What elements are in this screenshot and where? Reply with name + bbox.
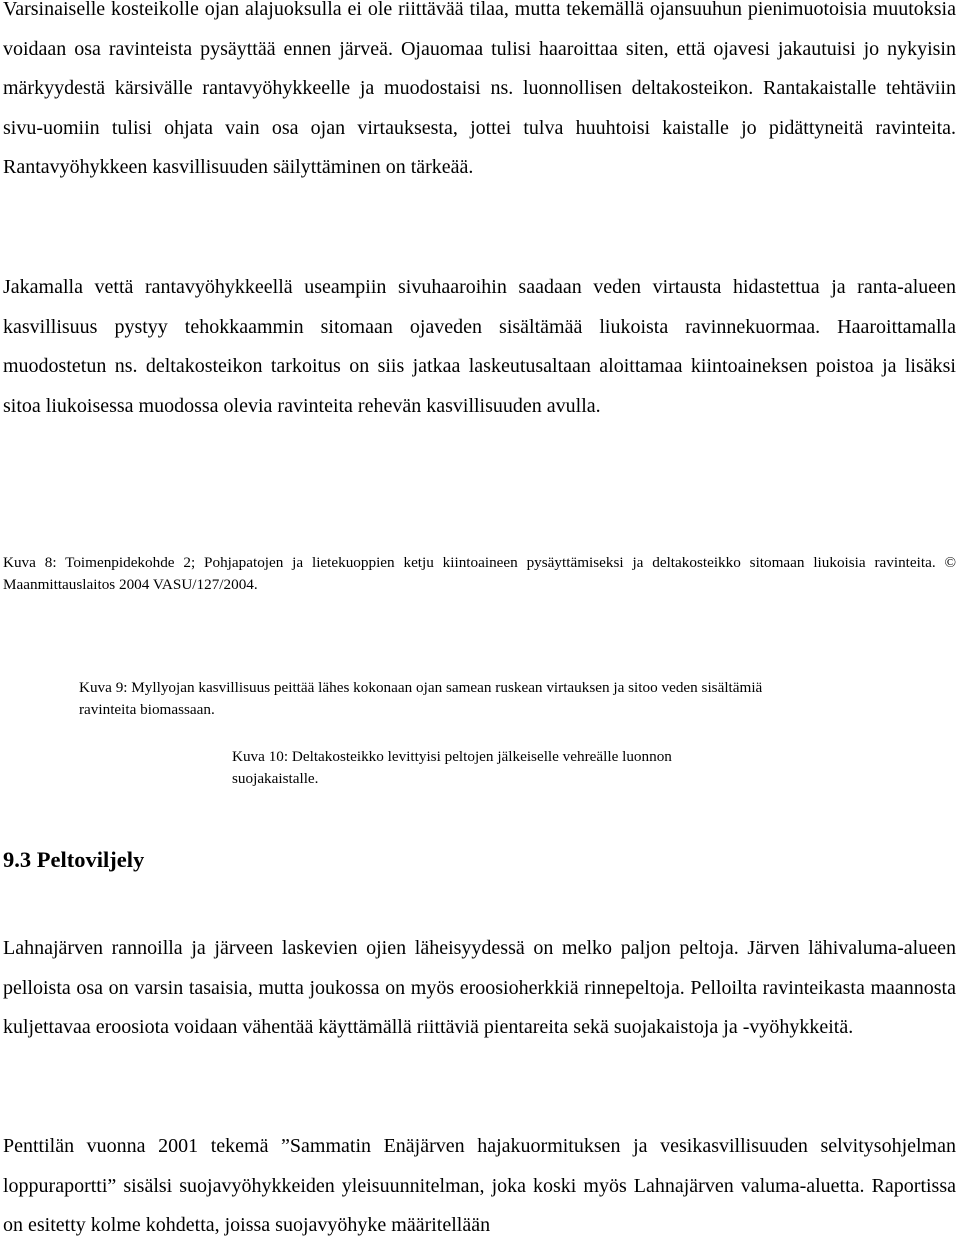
figure-caption-8: Kuva 8: Toimenpidekohde 2; Pohjapatojen ja lietekuoppien ketju kiintoaineen pysäyttämiseksi ja deltakosteikko sitomaan liukoisia ravinteita. © Maanmittauslaitos 2004 VASU/127/2004. <box>3 554 956 593</box>
figure-caption-9: Kuva 9: Myllyojan kasvillisuus peittää lähes kokonaan ojan samean ruskean virtauksen ja sitoo veden sisältämiä ravinteita biomassaan. <box>79 679 763 718</box>
paragraph-side-channels: Jakamalla vettä rantavyöhykkeellä useampiin sivuhaaroihin saadaan veden virtausta hidastettua ja ranta-alueen kasvillisuus pystyy tehokkaammin sitomaan ojaveden sisältämää liukoista ravinnekuormaa. Haaroittamalla muodostetun ns. deltakosteikon tarkoitus on siis jatkaa laskeutusaltaan aloittamaa kiintoaineksen poistoa ja lisäksi sitoa liukoisessa muodossa olevia ravinteita rehevän kasvillisuuden avulla. <box>3 276 956 417</box>
paragraph-delta-wetland: Varsinaiselle kosteikolle ojan alajuoksulla ei ole riittävää tilaa, mutta tekemällä ojansuuhun pienimuotoisia muutoksia voidaan osa ravinteista pysäyttää ennen järveä. Ojauomaa tulisi haaroittaa siten, että ojavesi jakautuisi jo nykyisin märkyydestä kärsivälle rantavyöhykkeelle ja muodostaisi ns. luonnollisen deltakosteikon. Rantakaistalle tehtäviin sivu-uomiin tulisi ohjata vain osa ojan virtauksesta, jottei tulva huuhtoisi kaistalle jo pidättyneitä ravinteita. Rantavyöhykkeen kasvillisuuden säilyttäminen on tärkeää. <box>3 0 956 179</box>
paragraph-fields: Lahnajärven rannoilla ja järveen laskevien ojien läheisyydessä on melko paljon peltoja. Järven lähivaluma-alueen pelloista osa on varsin tasaisia, mutta joukossa on myös eroosioherkkiä rinnepeltoja. Pelloilta ravinteikasta maannosta kuljettavaa eroosiota voidaan vähentää käyttämällä riittäviä pientareita sekä suojakaistoja ja -vyöhykkeitä. <box>3 937 956 1039</box>
section-heading: 9.3 Peltoviljely <box>3 847 145 872</box>
figure-caption-10: Kuva 10: Deltakosteikko levittyisi peltojen jälkeiselle vehreälle luonnon suojakaistalle. <box>232 748 672 787</box>
paragraph-report: Penttilän vuonna 2001 tekemä ”Sammatin Enäjärven hajakuormituksen ja vesikasvillisuuden selvitysohjelman loppuraportti” sisälsi suojavyöhykkeiden yleisuunnitelman, joka koski myös Lahnajärven valuma-aluetta. Raportissa on esitetty kolme kohdetta, joissa suojavyöhyke määritellään <box>3 1135 956 1237</box>
